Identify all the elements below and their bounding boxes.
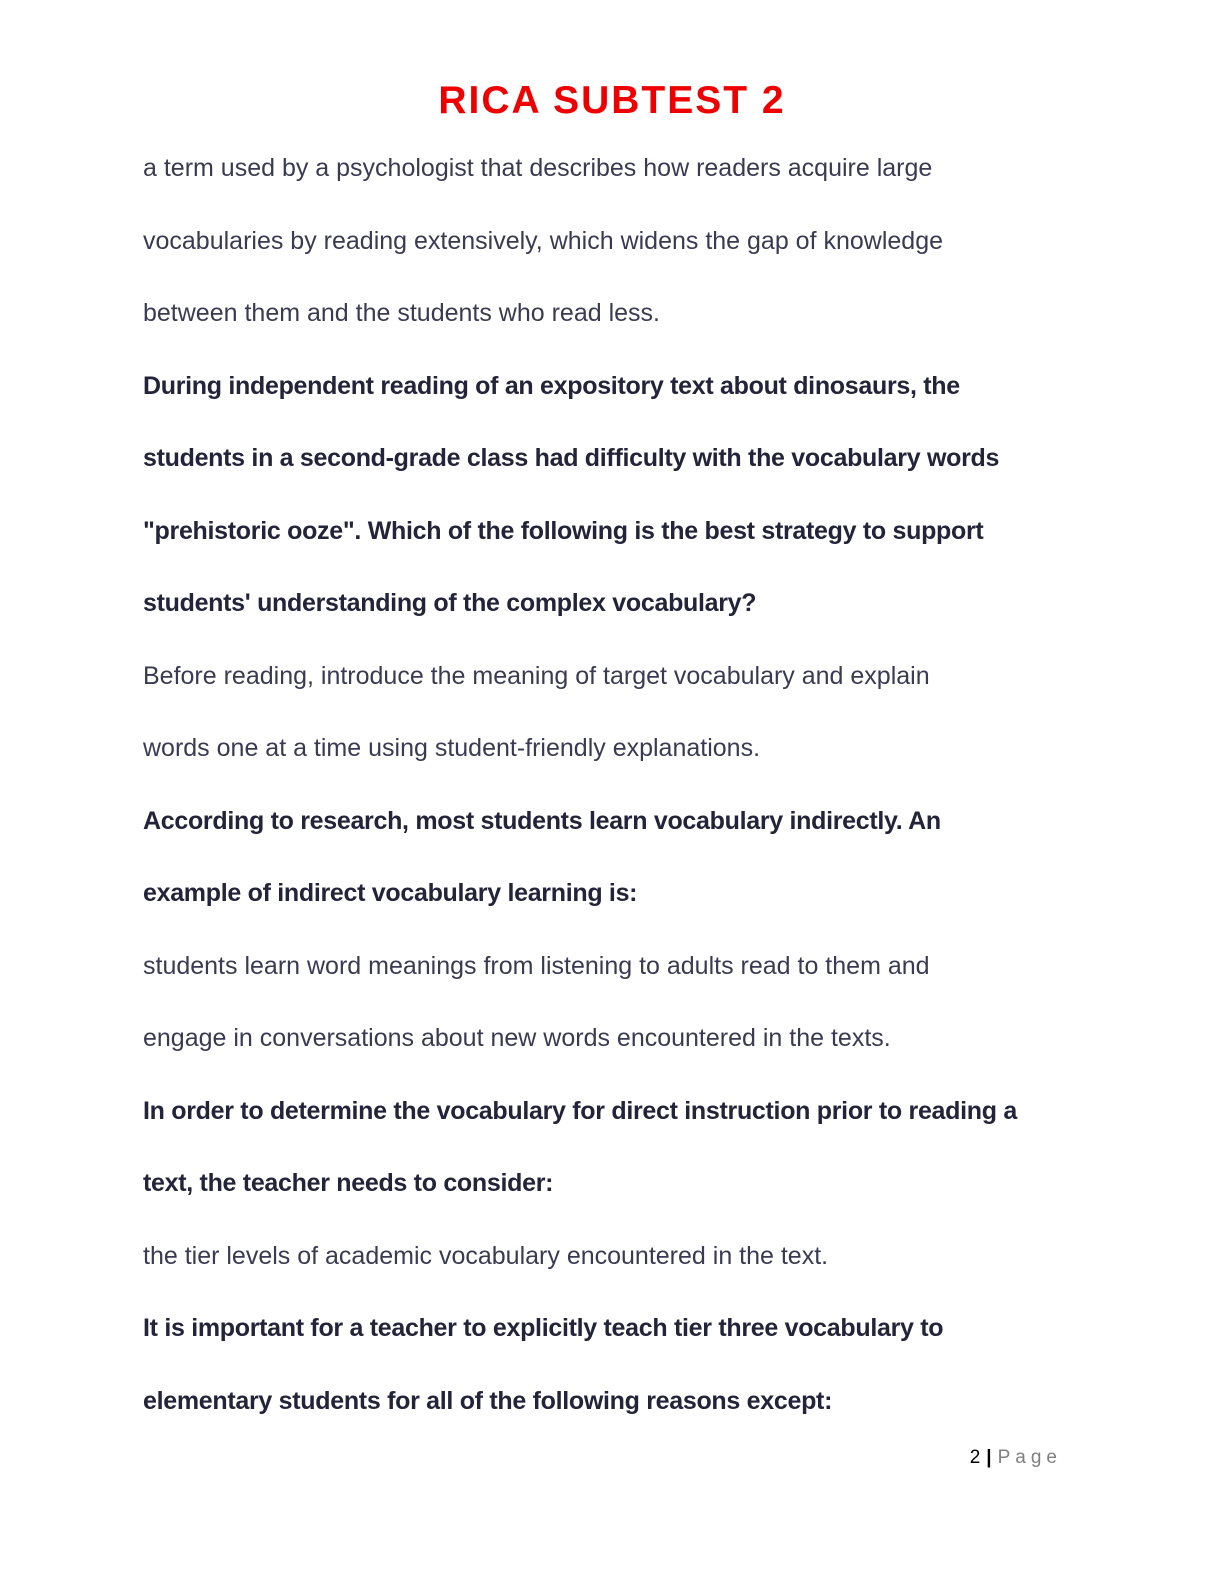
question-paragraph — [143, 1075, 1083, 1220]
text-line: between them and the students who read less. — [143, 299, 660, 327]
text-line: During independent reading of an expository text about dinosaurs, the — [143, 371, 960, 400]
answer-paragraph — [143, 930, 1083, 1075]
answer-paragraph — [143, 1220, 1083, 1293]
text-line: students' understanding of the complex vocabulary? — [143, 589, 757, 617]
footer-separator: | — [986, 1447, 992, 1468]
question-paragraph — [143, 785, 1083, 930]
text-line: text, the teacher needs to consider: — [143, 1169, 554, 1197]
text-line: the tier levels of academic vocabulary encountered in the text. — [143, 1241, 829, 1270]
text-line: words one at a time using student-friendly explanations. — [143, 734, 761, 762]
text-line: elementary students for all of the following reasons except: — [143, 1386, 833, 1415]
page-footer — [970, 1446, 1062, 1470]
question-paragraph — [143, 1292, 1083, 1437]
text-line: example of indirect vocabulary learning is: — [143, 879, 638, 907]
document-body — [143, 132, 1083, 1437]
text-line: students in a second-grade class had difficulty with the vocabulary words — [143, 444, 1000, 472]
text-line: engage in conversations about new words encountered in the texts. — [143, 1024, 891, 1052]
text-line: a term used by a psychologist that describes how readers acquire large — [143, 154, 933, 182]
text-line: According to research, most students learn vocabulary indirectly. An — [143, 806, 941, 835]
page-label: Page — [997, 1447, 1062, 1468]
question-paragraph — [143, 350, 1083, 640]
text-line: Before reading, introduce the meaning of target vocabulary and explain — [143, 661, 930, 690]
text-line: "prehistoric ooze". Which of the following is the best strategy to support — [143, 516, 984, 545]
text-line: It is important for a teacher to explicitly teach tier three vocabulary to — [143, 1314, 944, 1342]
answer-paragraph — [143, 640, 1083, 785]
page-title: RICA SUBTEST 2 — [438, 79, 786, 122]
answer-paragraph — [143, 132, 1083, 350]
page-number: 2 — [969, 1447, 981, 1468]
text-line: vocabularies by reading extensively, which widens the gap of knowledge — [143, 226, 944, 255]
text-line: students learn word meanings from listening to adults read to them and — [143, 951, 930, 980]
text-line: In order to determine the vocabulary for direct instruction prior to reading a — [143, 1096, 1017, 1125]
